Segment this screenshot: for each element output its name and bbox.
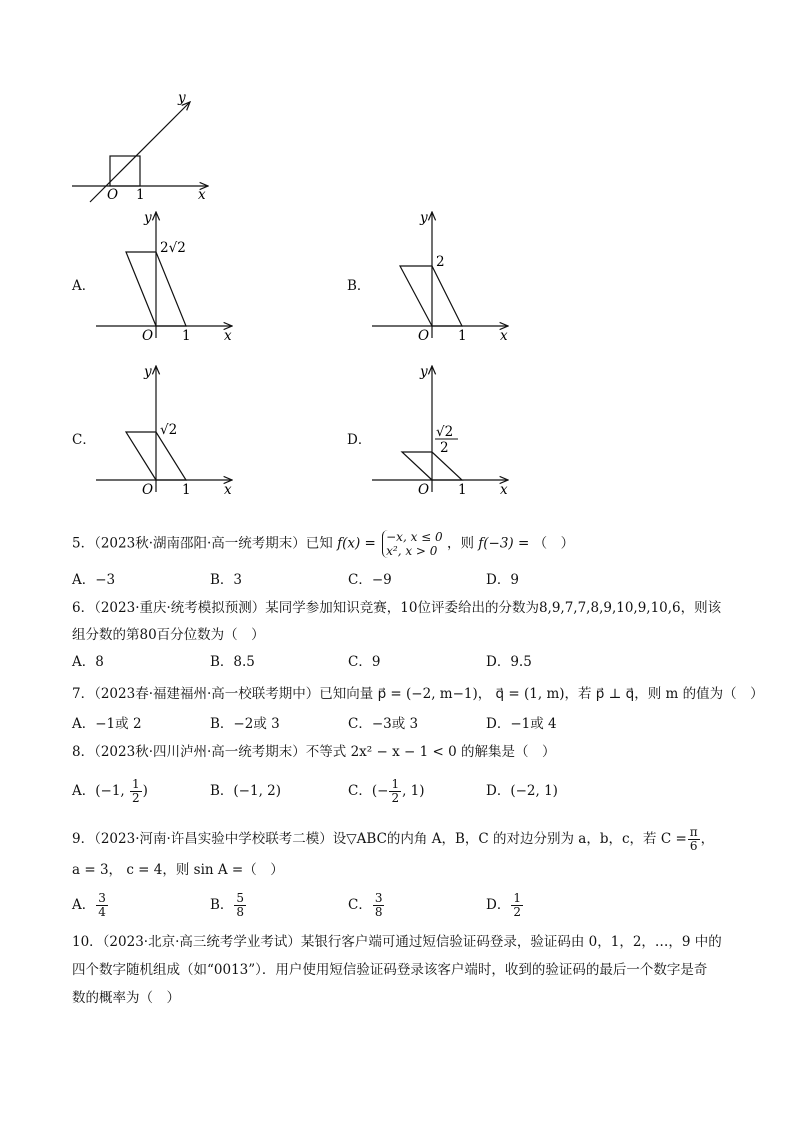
option-b-label[interactable]: B． — [347, 278, 371, 294]
option-a-label[interactable]: A． — [72, 278, 96, 294]
q8-option-c[interactable] — [348, 778, 425, 805]
q9-option-b[interactable]: B． $\frac{5}{8}$ — [210, 891, 245, 919]
q5-blank: （ ） — [533, 535, 575, 552]
q8-c-label: C． — [348, 783, 372, 799]
q8-a-left: (−1, — [95, 783, 129, 799]
unit-square — [110, 156, 140, 186]
value-denominator: 2 — [440, 440, 449, 456]
origin-label: O — [418, 482, 430, 498]
x-label: x — [198, 187, 206, 203]
q5-prefix: 5．（2023秋·湖南邵阳·高一统考期末）已知 — [72, 535, 333, 552]
q8-a-right: ) — [142, 783, 148, 799]
q5-case-2: x², x > 0 — [386, 544, 438, 558]
one-label: 1 — [458, 482, 467, 498]
origin-label: O — [107, 187, 119, 203]
q5-option-d[interactable]: D．9 — [486, 572, 519, 588]
q5-option-b[interactable]: B．3 — [210, 572, 243, 588]
origin-label: O — [142, 328, 154, 344]
question-10-line-2: 四个数字随机组成（如“0013”）．用户使用短信验证码登录该客户端时，收到的验证码的最后一个数字是奇 — [72, 962, 708, 978]
one-label: 1 — [182, 482, 191, 498]
one-label: 1 — [136, 187, 145, 203]
option-d-label[interactable]: D． — [347, 432, 372, 448]
x-label: x — [500, 482, 508, 498]
q5-piecewise — [382, 530, 443, 558]
q6-option-a[interactable]: A．8 — [72, 654, 104, 670]
q5-option-a[interactable]: A．−3 — [72, 572, 116, 588]
origin-label: O — [418, 328, 430, 344]
q8-a-fraction: $\frac{1}{2}$ — [132, 777, 140, 805]
q7-option-d[interactable]: D．−1或 4 — [486, 716, 557, 732]
y-label: y — [420, 364, 428, 380]
value-label: 2 — [436, 254, 445, 270]
option-a-graph[interactable] — [92, 208, 242, 346]
top-graph — [60, 88, 230, 208]
q6-option-b[interactable]: B．8.5 — [210, 654, 255, 670]
one-label: 1 — [458, 328, 467, 344]
y-label: y — [144, 364, 152, 380]
option-d-graph[interactable] — [368, 362, 518, 500]
q9-text: 9．（2023·河南·许昌实验中学校联考二模）设▽ABC的内角 A，B，C 的对边分别为 a，b，c，若 C = — [72, 831, 687, 847]
question-5 — [72, 530, 574, 558]
q5-option-c[interactable]: C．−9 — [348, 572, 392, 588]
q9-comma: ， — [700, 831, 715, 847]
q7-option-a[interactable]: A．−1或 2 — [72, 716, 142, 732]
y-label: y — [178, 90, 186, 106]
q6-option-c[interactable]: C．9 — [348, 654, 381, 670]
y-label: y — [420, 210, 428, 226]
q6-option-d[interactable]: D．9.5 — [486, 654, 532, 670]
x-label: x — [224, 482, 232, 498]
option-b-graph[interactable] — [368, 208, 518, 346]
q9-option-c[interactable]: C． $\frac{3}{8}$ — [348, 891, 383, 919]
q7-option-c[interactable]: C．−3或 3 — [348, 716, 419, 732]
q5-case-1: −x, x ≤ 0 — [386, 530, 443, 544]
question-6-line-2: 组分数的第80百分位数为（ ） — [72, 627, 265, 643]
y-label: y — [144, 210, 152, 226]
one-label: 1 — [182, 328, 191, 344]
question-7: 7．（2023春·福建福州·高一校联考期中）已知向量 p⃗ = (−2, m−1)， q⃗ = (1, m)，若 p⃗ ⊥ q⃗，则 m 的值为（ ） — [72, 686, 764, 702]
q5-ask: f(−3) = — [478, 535, 530, 552]
q8-option-b[interactable]: B．(−1, 2) — [210, 783, 282, 799]
question-8: 8．（2023秋·四川泸州·高一统考期末）不等式 2x² − x − 1 < 0 的解集是（ ） — [72, 744, 556, 760]
q8-option-d[interactable]: D．(−2, 1) — [486, 783, 558, 799]
q5-mid: ，则 — [446, 535, 474, 552]
q8-c-right: , 1) — [402, 783, 425, 799]
parallelogram — [400, 266, 462, 326]
question-9-line-1 — [72, 826, 714, 853]
q8-c-left: (− — [371, 783, 389, 799]
question-9-line-2: a = 3， c = 4，则 sin A =（ ） — [72, 862, 284, 878]
q9-c-fraction: $\frac{\pi}{6}$ — [689, 825, 698, 853]
q9-option-a[interactable]: A． $\frac{3}{4}$ — [72, 891, 106, 919]
value-numerator: √2 — [436, 424, 454, 440]
q7-option-b[interactable]: B．−2或 3 — [210, 716, 280, 732]
q9-option-d[interactable]: D． $\frac{1}{2}$ — [486, 891, 521, 919]
q5-fx: f(x) = — [337, 535, 376, 552]
question-10-line-3: 数的概率为（ ） — [72, 990, 180, 1006]
x-label: x — [500, 328, 508, 344]
x-label: x — [224, 328, 232, 344]
question-6-line-1: 6．（2023·重庆·统考模拟预测）某同学参加知识竞赛，10位评委给出的分数为8,9,7,7,8,9,10,9,10,6，则该 — [72, 600, 722, 616]
value-label: 2√2 — [160, 240, 186, 256]
option-c-label[interactable]: C． — [72, 432, 96, 448]
q8-option-a[interactable] — [72, 778, 148, 805]
option-c-graph[interactable] — [92, 362, 242, 500]
q8-c-fraction: $\frac{1}{2}$ — [391, 777, 400, 805]
q8-a-label: A． — [72, 783, 96, 799]
value-label: √2 — [160, 422, 178, 438]
origin-label: O — [142, 482, 154, 498]
question-10-line-1: 10．（2023·北京·高三统考学业考试）某银行客户端可通过短信验证码登录，验证码由 0，1，2，…，9 中的 — [72, 934, 722, 950]
